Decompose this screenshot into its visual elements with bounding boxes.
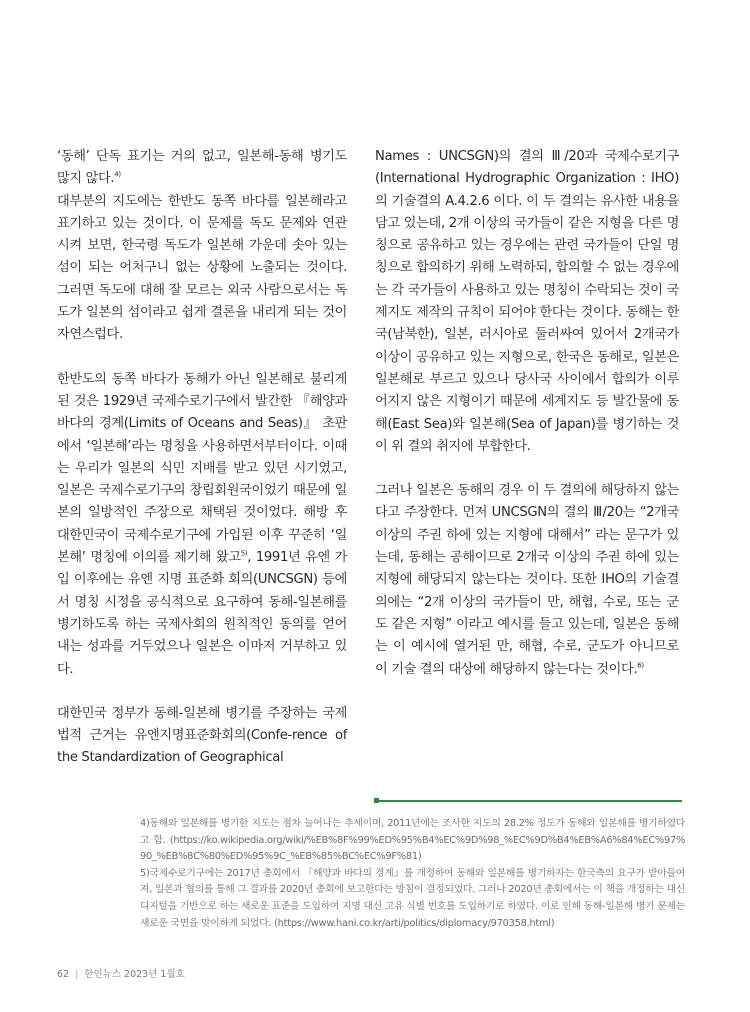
left-column <box>57 146 347 770</box>
footnote-ref-4[interactable]: 4) <box>114 170 121 179</box>
right-paragraph-2: 그러나 일본은 동해의 경우 이 두 결의에 해당하지 않는다고 주장한다. 먼저 UNCSGN의 결의 Ⅲ/20는 “2개국 이상의 주권 하에 있는 지형에 대해서” 라는 문구가 있는데, 동해는 공해이므로 2개국 이상의 주권 하에 있는 지형에 해당되지 않는다는 것이다. 또한 IHO의 기술결의에는 “2개 이상의 국가들이 만, 해협, 수로, 또는 군도 같은 지형” 이라고 예시를 들고 있는데, 일본은 동해는 이 예시에 열거된 만, 해협, 수로, 군도가 아니므로 이 기술 결의 대상에 해당하지 않는다는 것이다.$^{6)}$ <box>375 483 679 677</box>
page-footer <box>57 966 185 980</box>
footnote-ref-5[interactable]: 5) <box>240 549 248 558</box>
footnote-4: 4)동해와 일본해를 병기한 지도는 점차 늘어나는 추세이며, 2011년에는 조사한 지도의 28.2% 정도가 동해와 일본해를 병기하였다고 함. (https://ko.wikipedia.org/wiki/%EB%8F%99%ED%95%B4%EC%9D%98_%EC%9D%B4%EB%A6%84%EC%97%90_%EB%8C%80%ED%95%9C_%EB%85%BC%EC%9F%81) <box>140 818 685 863</box>
publication-title: 한인뉴스 2023년 1월호 <box>84 969 185 980</box>
footnote-divider <box>378 800 682 802</box>
right-column <box>375 146 679 681</box>
footnotes <box>140 816 685 932</box>
page-number: 62 <box>57 969 70 980</box>
footnote-ref-6[interactable]: 6) <box>637 661 644 670</box>
left-paragraph-3: 한반도의 동쪽 바다가 동해가 아닌 일본해로 불리게 된 것은 1929년 국제수로기구에서 발간한 『해양과 바다의 경계(Limits of Oceans and Seas)』 초판에서 ‘일본해’라는 명칭을 사용하면서부터이다. 이때는 우리가 일본의 식민 지배를 받고 있던 시기였고, 일본은 국제수로기구의 창립회원국이었기 때문에 일본의 일방적인 주장으로 채택된 것이었다. 해방 후 대한민국이 국제수로기구에 가입된 이후 꾸준히 ‘일본해’ 명칭에 이의를 제기해 왔고$^{5)}$, 1991년 유엔 가입 이후에는 유엔 지명 표준화 회의(UNCSGN) 등에서 명칭 시정을 공식적으로 요구하여 동해-일본해를 병기하도록 하는 국제사회의 원칙적인 동의를 얻어내는 성과를 거두었으나 일본은 이마저 거부하고 있다. <box>57 371 347 677</box>
left-paragraph-4: 대한민국 정부가 동해-일본해 병기를 주장하는 국제법적 근거는 유엔지명표준화회의(Confe-rence of the Standardization of Geographical <box>57 705 347 766</box>
footnote-5: 5)국제수로기구에는 2017년 총회에서 『해양과 바다의 경계』를 개정하여 동해와 일본해를 병기하자는 한국측의 요구가 받아들여져, 일본과 협의를 통해 그 결과를 2020년 총회에 보고한다는 방침이 결정되었다. 그러나 2020년 총회에서는 이 책을 개정하는 대신 디지털을 기반으로 하는 새로운 표준을 도입하여 지명 대신 고유 식별 번호를 도입하기로 하였다. 이로 인해 동해-일본해 병기 문제는 새로운 국면을 맞이하게 되었다. (https://www.hani.co.kr/arti/politics/diplomacy/970358.html) <box>140 867 685 929</box>
left-paragraph-1: ‘동해’ 단독 표기는 거의 없고, 일본해-동해 병기도 많지 않다.$^{4)}$ <box>57 149 347 187</box>
right-paragraph-1: Names : UNCSGN)의 결의 Ⅲ/20과 국제수로기구(International Hydrographic Organization : IHO)의 기술결의 A.4.2.6 이다. 이 두 결의는 유사한 내용을 담고 있는데, 2개 이상의 국가들이 같은 지형을 다른 명칭으로 공유하고 있는 경우에는 관련 국가들이 단일 명칭으로 합의하기 위해 노력하되, 합의할 수 없는 경우에는 각 국가들이 사용하고 있는 명칭이 수락되는 것이 국제지도 제작의 규칙이 되어야 한다는 것이다. 동해는 한국(남북한), 일본, 러시아로 둘러싸여 있어서 2개국가 이상이 공유하고 있는 지형으로, 한국은 동해로, 일본은 일본해로 부르고 있으나 당사국 사이에서 합의가 이루어지지 않은 지형이기 때문에 세계지도 등 발간물에 동해(East Sea)와 일본해(Sea of Japan)를 병기하는 것이 위 결의 취지에 부합한다. <box>375 149 679 454</box>
left-paragraph-2: 대부분의 지도에는 한반도 동쪽 바다를 일본해라고 표기하고 있는 것이다. 이 문제를 독도 문제와 연관시켜 보면, 한국령 독도가 일본해 가운데 솟아 있는 섬이 되는 어처구니 없는 상황에 노출되는 것이다. 그러면 독도에 대해 잘 모르는 외국 사람으로서는 독도가 일본의 섬이라고 쉽게 결론을 내리게 되는 것이 자연스럽다. <box>57 193 347 343</box>
footer-separator: | <box>75 969 79 980</box>
